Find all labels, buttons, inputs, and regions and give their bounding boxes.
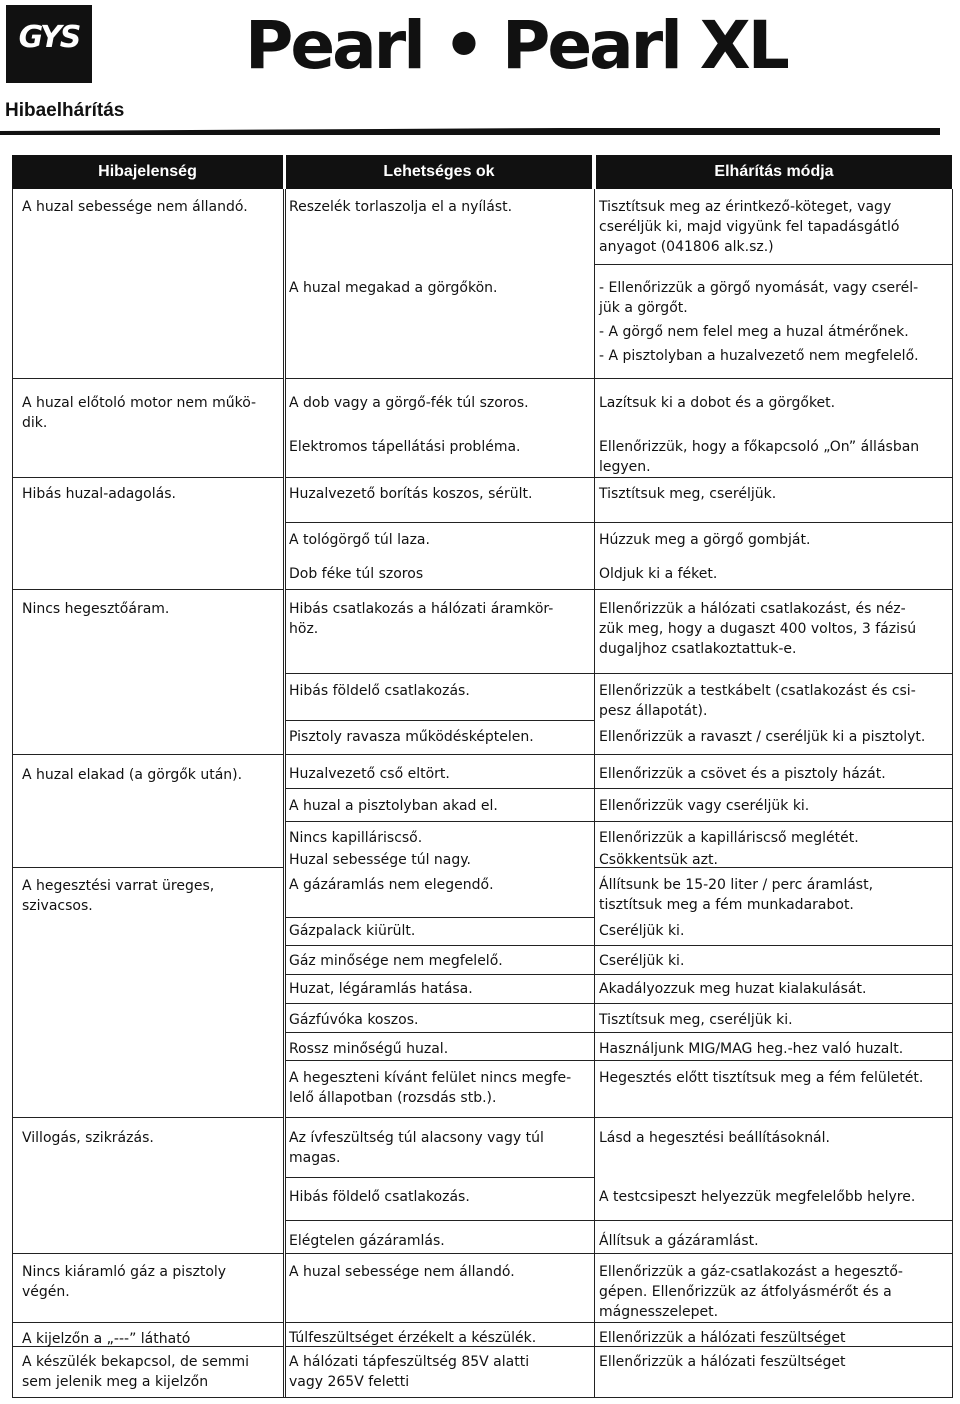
remedy-cell: Lazítsuk ki a dobot és a görgőket. bbox=[599, 395, 836, 411]
table-row-rule bbox=[285, 673, 595, 674]
table-row-rule bbox=[12, 754, 284, 755]
table-row-rule bbox=[595, 264, 953, 265]
table-row-rule bbox=[285, 1117, 595, 1118]
table-row-rule bbox=[595, 522, 953, 523]
cause-cell: Gázfúvóka koszos. bbox=[289, 1012, 419, 1028]
cause-cell: Huzalvezető cső eltört. bbox=[289, 766, 450, 782]
table-vertical-rule bbox=[594, 189, 595, 1397]
remedy-cell: Cseréljük ki. bbox=[599, 953, 685, 969]
cause-cell: Nincs kapilláriscső. bbox=[289, 830, 423, 846]
cause-cell: Gázpalack kiürült. bbox=[289, 923, 416, 939]
table-row-rule bbox=[595, 1322, 953, 1323]
table-row-rule bbox=[595, 477, 953, 478]
table-vertical-rule bbox=[12, 189, 13, 1397]
symptom-cell: A huzal előtoló motor nem műkö- dik. bbox=[22, 395, 257, 431]
table-vertical-rule bbox=[283, 189, 284, 1397]
table-row-rule bbox=[12, 477, 284, 478]
table-row-rule bbox=[285, 1220, 595, 1221]
cause-cell: Huzal sebessége túl nagy. bbox=[289, 852, 472, 868]
symptom-cell: A kijelzőn a „---” látható bbox=[22, 1331, 191, 1347]
table-row-rule bbox=[285, 477, 595, 478]
cause-cell: Túlfeszültséget érzékelt a készülék. bbox=[289, 1330, 537, 1346]
table-row-rule bbox=[595, 945, 953, 946]
table-row-rule bbox=[285, 522, 595, 523]
table-row-rule bbox=[595, 378, 953, 379]
cause-cell: Elégtelen gázáramlás. bbox=[289, 1233, 445, 1249]
remedy-cell: Ellenőrizzük a csövet és a pisztoly házát. bbox=[599, 766, 886, 782]
remedy-cell: Tisztítsuk meg, cseréljük ki. bbox=[599, 1012, 793, 1028]
table-row-rule bbox=[595, 673, 953, 674]
table-row-rule bbox=[595, 589, 953, 590]
symptom-cell: A hegesztési varrat üreges, szivacsos. bbox=[22, 878, 215, 914]
remedy-cell: - A görgő nem felel meg a huzal átmérőnek. bbox=[599, 324, 909, 340]
table-row-rule bbox=[595, 1003, 953, 1004]
remedy-cell: Tisztítsuk meg az érintkező-köteget, vagy cseréljük ki, majd vigyünk fel tapadásgátló anyagot (041806 alk.sz.) bbox=[599, 199, 900, 255]
remedy-cell: Húzzuk meg a görgő gombját. bbox=[599, 532, 811, 548]
remedy-cell: Tisztítsuk meg, cseréljük. bbox=[599, 486, 777, 502]
table-row-rule bbox=[285, 1322, 595, 1323]
cause-cell: A tológörgő túl laza. bbox=[289, 532, 430, 548]
table-row-rule bbox=[285, 1253, 595, 1254]
symptom-cell: A huzal elakad (a görgők után). bbox=[22, 767, 243, 783]
table-row-rule bbox=[595, 1117, 953, 1118]
cause-cell: A huzal megakad a görgőkön. bbox=[289, 280, 498, 296]
remedy-cell: Oldjuk ki a féket. bbox=[599, 566, 718, 582]
table-row-rule bbox=[12, 1253, 284, 1254]
cause-cell: Huzat, légáramlás hatása. bbox=[289, 981, 473, 997]
symptom-cell: Nincs kiáramló gáz a pisztoly végén. bbox=[22, 1264, 227, 1300]
remedy-cell: Ellenőrizzük vagy cseréljük ki. bbox=[599, 798, 810, 814]
symptom-cell: Hibás huzal-adagolás. bbox=[22, 486, 176, 502]
table-row-rule bbox=[595, 1253, 953, 1254]
table-row-rule bbox=[285, 1032, 595, 1033]
column-header-cause: Lehetséges ok bbox=[286, 155, 592, 189]
table-vertical-rule bbox=[285, 189, 286, 1397]
cause-cell: Elektromos tápellátási probléma. bbox=[289, 439, 521, 455]
table-row-rule bbox=[285, 917, 595, 918]
table-bottom-rule bbox=[12, 1397, 953, 1398]
remedy-cell: Ellenőrizzük a kapilláriscső meglétét. bbox=[599, 830, 859, 846]
table-row-rule bbox=[285, 754, 595, 755]
table-row-rule bbox=[285, 788, 595, 789]
remedy-cell: Ellenőrizzük, hogy a főkapcsoló „On” állásban legyen. bbox=[599, 439, 920, 475]
remedy-cell: Lásd a hegesztési beállításoknál. bbox=[599, 1130, 830, 1146]
cause-cell: A hálózati tápfeszültség 85V alatti vagy 265V feletti bbox=[289, 1354, 530, 1390]
cause-cell: Hibás földelő csatlakozás. bbox=[289, 683, 470, 699]
remedy-cell: Ellenőrizzük a hálózati feszültséget bbox=[599, 1354, 846, 1370]
remedy-cell: Hegesztés előtt tisztítsuk meg a fém felületét. bbox=[599, 1070, 924, 1086]
table-row-rule bbox=[285, 1177, 595, 1178]
column-header-symptom: Hibajelenség bbox=[12, 155, 283, 189]
title-rule bbox=[0, 128, 940, 135]
cause-cell: A gázáramlás nem elegendő. bbox=[289, 877, 494, 893]
cause-cell: Reszelék torlaszolja el a nyílást. bbox=[289, 199, 513, 215]
remedy-cell: Ellenőrizzük a ravaszt / cseréljük ki a pisztolyt. bbox=[599, 729, 926, 745]
table-row-rule bbox=[285, 589, 595, 590]
cause-cell: Gáz minősége nem megfelelő. bbox=[289, 953, 503, 969]
page-title: Hibaelhárítás bbox=[5, 100, 125, 121]
remedy-cell: Akadályozzuk meg huzat kialakulását. bbox=[599, 981, 867, 997]
table-row-rule bbox=[595, 788, 953, 789]
table-row-rule bbox=[285, 821, 595, 822]
table-row-rule bbox=[285, 974, 595, 975]
table-row-rule bbox=[285, 720, 595, 721]
table-row-rule bbox=[12, 589, 284, 590]
remedy-cell: Cseréljük ki. bbox=[599, 923, 685, 939]
cause-cell: Pisztoly ravasza működésképtelen. bbox=[289, 729, 534, 745]
table-row-rule bbox=[595, 821, 953, 822]
cause-cell: Hibás földelő csatlakozás. bbox=[289, 1189, 470, 1205]
remedy-cell: Állítsuk a gázáramlást. bbox=[599, 1233, 759, 1249]
table-row-rule bbox=[595, 1060, 953, 1061]
remedy-cell: Használjunk MIG/MAG heg.-hez való huzalt. bbox=[599, 1041, 904, 1057]
symptom-cell: A készülék bekapcsol, de semmi sem jelenik meg a kijelzőn bbox=[22, 1354, 250, 1390]
table-row-rule bbox=[595, 974, 953, 975]
cause-cell: A huzal a pisztolyban akad el. bbox=[289, 798, 498, 814]
table-row-rule bbox=[285, 378, 595, 379]
symptom-cell: Nincs hegesztőáram. bbox=[22, 601, 170, 617]
cause-cell: Huzalvezető borítás koszos, sérült. bbox=[289, 486, 533, 502]
cause-cell: A huzal sebessége nem állandó. bbox=[289, 1264, 515, 1280]
cause-cell: Hibás csatlakozás a hálózati áramkör- höz. bbox=[289, 601, 554, 637]
cause-cell: Dob féke túl szoros bbox=[289, 566, 424, 582]
table-row-rule bbox=[595, 1032, 953, 1033]
cause-cell: A dob vagy a görgő-fék túl szoros. bbox=[289, 395, 529, 411]
table-row-rule bbox=[285, 1060, 595, 1061]
table-row-rule bbox=[12, 1322, 284, 1323]
table-row-rule bbox=[12, 378, 284, 379]
symptom-cell: A huzal sebessége nem állandó. bbox=[22, 199, 248, 215]
table-row-rule bbox=[285, 945, 595, 946]
cause-cell: A hegeszteni kívánt felület nincs megfe- lelő állapotban (rozsdás stb.). bbox=[289, 1070, 572, 1106]
column-header-remedy: Elhárítás módja bbox=[596, 155, 952, 189]
symptom-cell: Villogás, szikrázás. bbox=[22, 1130, 154, 1146]
page-header bbox=[0, 0, 960, 90]
product-logo: Pearl • Pearl XL bbox=[245, 6, 787, 84]
remedy-cell: Állítsunk be 15-20 liter / perc áramlást, tisztítsuk meg a fém munkadarabot. bbox=[599, 877, 874, 913]
table-vertical-rule bbox=[952, 189, 953, 1397]
remedy-cell: Csökkentsük azt. bbox=[599, 852, 718, 868]
remedy-cell: Ellenőrizzük a testkábelt (csatlakozást és csi- pesz állapotát). bbox=[599, 683, 916, 719]
cause-cell: Az ívfeszültség túl alacsony vagy túl magas. bbox=[289, 1130, 544, 1166]
table-row-rule bbox=[285, 1003, 595, 1004]
table-row-rule bbox=[12, 1117, 284, 1118]
remedy-cell: - Ellenőrizzük a görgő nyomását, vagy cserél- jük a görgőt. bbox=[599, 280, 919, 316]
remedy-cell: Ellenőrizzük a hálózati feszültséget bbox=[599, 1330, 846, 1346]
remedy-cell: - A pisztolyban a huzalvezető nem megfelelő. bbox=[599, 348, 919, 364]
gys-logo-text: GYS bbox=[18, 20, 80, 55]
table-row-rule bbox=[595, 754, 953, 755]
table-row-rule bbox=[12, 867, 284, 868]
remedy-cell: A testcsipeszt helyezzük megfelelőbb helyre. bbox=[599, 1189, 916, 1205]
cause-cell: Rossz minőségű huzal. bbox=[289, 1041, 449, 1057]
remedy-cell: Ellenőrizzük a gáz-csatlakozást a hegesztő- gépen. Ellenőrizzük az átfolyásmérőt és a mágnesszelepet. bbox=[599, 1264, 903, 1320]
remedy-cell: Ellenőrizzük a hálózati csatlakozást, és néz- zük meg, hogy a dugaszt 400 voltos, 3 fázisú dugaljhoz csatlakoztattuk-e. bbox=[599, 601, 917, 657]
table-row-rule bbox=[595, 1220, 953, 1221]
